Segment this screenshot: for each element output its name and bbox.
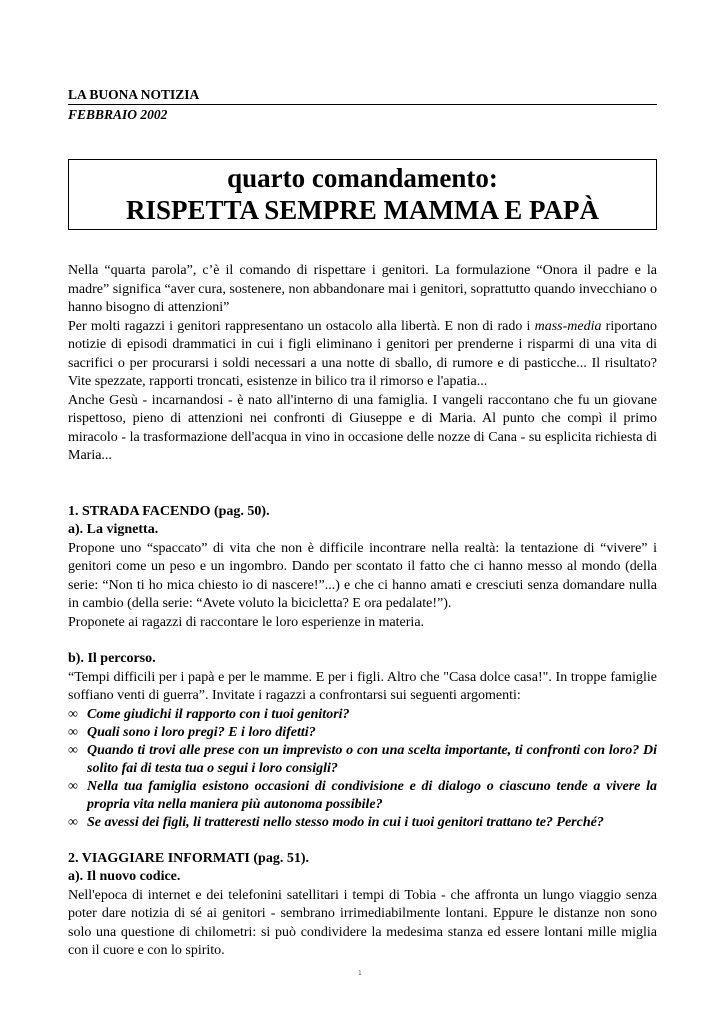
infinity-bullet-icon: ∞ bbox=[68, 778, 78, 794]
publication-date: FEBBRAIO 2002 bbox=[68, 107, 168, 122]
section-1a-heading: a). La vignetta. bbox=[68, 522, 159, 537]
section-1 bbox=[68, 503, 657, 832]
infinity-bullet-icon: ∞ bbox=[68, 742, 78, 758]
intro-paragraph-2 bbox=[68, 318, 657, 392]
page-number: 1 bbox=[358, 970, 362, 977]
question-item bbox=[68, 724, 657, 742]
intro-p2-start: Per molti ragazzi i genitori rappresentano un ostacolo alla libertà. E non di rado i bbox=[68, 318, 535, 334]
question-item bbox=[68, 778, 657, 814]
intro-section bbox=[68, 262, 657, 466]
title-line-1: quarto comandamento: bbox=[227, 163, 498, 193]
title-line-2: RISPETTA SEMPRE MAMMA E PAPÀ bbox=[125, 195, 599, 225]
document-page bbox=[68, 86, 657, 961]
infinity-bullet-icon: ∞ bbox=[68, 814, 78, 830]
title-box bbox=[68, 159, 657, 230]
question-item bbox=[68, 706, 657, 724]
section-2-heading: 2. VIAGGIARE INFORMATI (pag. 51). bbox=[68, 850, 309, 866]
questions-list bbox=[68, 706, 657, 832]
infinity-bullet-icon: ∞ bbox=[68, 706, 78, 722]
header-rule bbox=[68, 104, 657, 105]
question-text: Quali sono i loro pregi? E i loro difetti? bbox=[87, 724, 316, 740]
question-item bbox=[68, 742, 657, 778]
section-2a-text: Nell'epoca di internet e dei telefonini satellitari i tempi di Tobia - che affronta un lungo viaggio senza poter dare notizia di sé ai genitori - sembrano irrimediabilmente lontani. Eppure le distanze non sono solo una questione di chilometri: si può condividere la medesima stanza ed essere lontani mille miglia con il cuore e con lo spirito. bbox=[68, 887, 657, 958]
section-1b-text: “Tempi difficili per i papà e per le mamme. E per i figli. Altro che "Casa dolce casa!". In troppe famiglie soffiano venti di guerra”. Invitate i ragazzi a confrontarsi sui seguenti argomenti: bbox=[68, 669, 657, 703]
section-1a-text: Propone uno “spaccato” di vita che non è difficile incontrare nella realtà: la tentazione di “vivere” i genitori come un peso e un ingombro. Dando per scontato il fatto che ci hanno messo al mondo (della serie: “Non ti ho mica chiesto io di nascere!”...) e che ci hanno amati e cresciuti senza domandare nulla in cambio (della serie: “Avete voluto la bicicletta? E ora pedalate!”). bbox=[68, 540, 657, 611]
section-2a-heading: a). Il nuovo codice. bbox=[68, 869, 181, 884]
section-2 bbox=[68, 850, 657, 961]
intro-paragraph-3: Anche Gesù - incarnandosi - è nato all'interno di una famiglia. I vangeli raccontano che fu un giovane rispettoso, pieno di attenzioni nei confronti di Giuseppe e di Maria. Al punto che compì il primo miracolo - la trasformazione dell'acqua in vino in occasione delle nozze di Cana - su esplicita richiesta di Maria... bbox=[68, 392, 657, 463]
infinity-bullet-icon: ∞ bbox=[68, 724, 78, 740]
intro-paragraph-1: Nella “quarta parola”, c’è il comando di rispettare i genitori. La formulazione “Onora il padre e la madre” significa “aver cura, sostenere, non abbandonare mai i genitori, soprattutto quando invecchiano o hanno bisogno di attenzioni” bbox=[68, 263, 657, 315]
mass-media-term: mass-media bbox=[534, 318, 602, 334]
question-item bbox=[68, 814, 657, 832]
intro-p2-end: riportano notizie di episodi drammatici in cui i figli eliminano i genitori per prenderne i risparmi di una vita di sacrifici o per procurarsi i soldi necessari a una notte di sballo, di rumore e di pasticche... Il risultato? Vite spezzate, rapporti troncati, esistenze in bilico tra il rimorso e l'apatia... bbox=[68, 318, 657, 389]
section-1-heading: 1. STRADA FACENDO (pag. 50). bbox=[68, 503, 270, 519]
section-1a-text-2: Proponete ai ragazzi di raccontare le loro esperienze in materia. bbox=[68, 614, 425, 630]
question-text: Come giudichi il rapporto con i tuoi genitori? bbox=[87, 706, 350, 722]
question-text: Se avessi dei figli, li tratteresti nello stesso modo in cui i tuoi genitori trattano te? Perché? bbox=[87, 814, 604, 830]
section-1b-heading: b). Il percorso. bbox=[68, 651, 156, 666]
question-text: Nella tua famiglia esistono occasioni di condivisione e di dialogo o ciascuno tende a vivere la propria vita nella maniera più autonoma possibile? bbox=[87, 778, 657, 812]
spacer bbox=[68, 632, 657, 650]
question-text: Quando ti trovi alle prese con un imprevisto o con una scelta importante, ti confronti con loro? Di solito fai di testa tua o segui i loro consigli? bbox=[87, 742, 657, 776]
publication-name: LA BUONA NOTIZIA bbox=[68, 87, 200, 102]
